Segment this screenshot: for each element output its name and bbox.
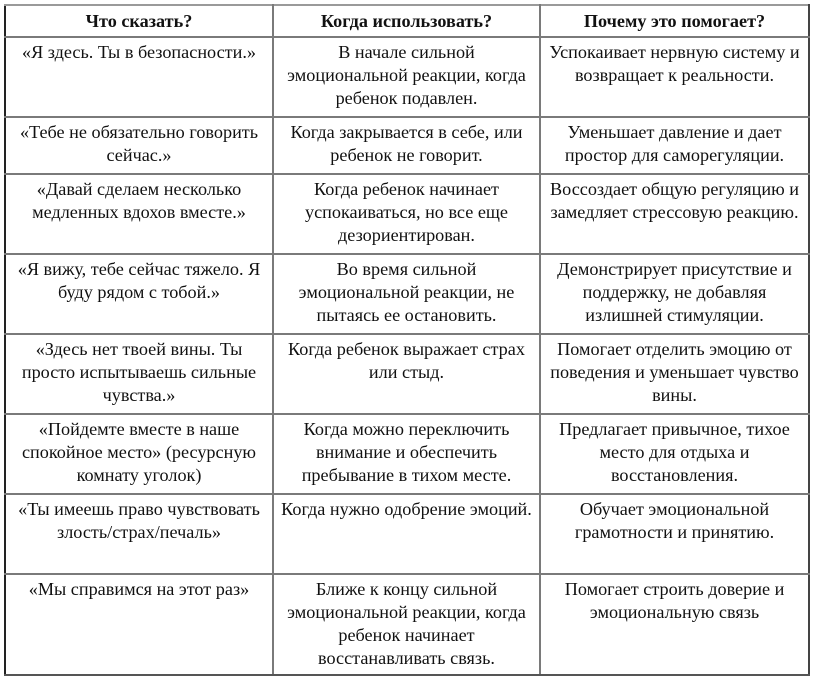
table-row [5,174,809,254]
table-row [5,37,809,117]
cell-phrase: «Здесь нет твоей вины. Ты просто испытываешь сильные чувства.» [5,334,273,414]
cell-phrase: «Я здесь. Ты в безопасности.» [5,37,273,117]
table-row [5,574,809,675]
table-header-row [5,5,809,37]
cell-phrase: «Мы справимся на этот раз» [5,574,273,675]
cell-why: Воссоздает общую регуляцию и замедляет стрессовую реакцию. [540,174,809,254]
table-row [5,414,809,494]
cell-when: Когда ребенок начинает успокаиваться, но все еще дезориентирован. [273,174,540,254]
cell-when: Когда закрывается в себе, или ребенок не говорит. [273,117,540,174]
cell-when: Когда нужно одобрение эмоций. [273,494,540,574]
cell-phrase: «Ты имеешь право чувствовать злость/страх/печаль» [5,494,273,574]
table-row [5,334,809,414]
cell-when: Когда можно переключить внимание и обеспечить пребывание в тихом месте. [273,414,540,494]
cell-why: Демонстрирует присутствие и поддержку, не добавляя излишней стимуляции. [540,254,809,334]
cell-why: Помогает строить доверие и эмоциональную связь [540,574,809,675]
header-why-it-helps: Почему это помогает? [540,5,809,37]
phrases-table [4,4,810,676]
table-row [5,254,809,334]
cell-why: Уменьшает давление и дает простор для саморегуляции. [540,117,809,174]
cell-phrase: «Давай сделаем несколько медленных вдохов вместе.» [5,174,273,254]
cell-when: Ближе к концу сильной эмоциональной реакции, когда ребенок начинает восстанавливать связь. [273,574,540,675]
header-when-to-use: Когда использовать? [273,5,540,37]
cell-why: Помогает отделить эмоцию от поведения и уменьшает чувство вины. [540,334,809,414]
cell-why: Предлагает привычное, тихое место для отдыха и восстановления. [540,414,809,494]
cell-phrase: «Тебе не обязательно говорить сейчас.» [5,117,273,174]
table-row [5,117,809,174]
cell-when: Когда ребенок выражает страх или стыд. [273,334,540,414]
cell-when: В начале сильной эмоциональной реакции, когда ребенок подавлен. [273,37,540,117]
header-what-to-say: Что сказать? [5,5,273,37]
cell-when: Во время сильной эмоциональной реакции, не пытаясь ее остановить. [273,254,540,334]
cell-why: Успокаивает нервную систему и возвращает к реальности. [540,37,809,117]
cell-phrase: «Пойдемте вместе в наше спокойное место» (ресурсную комнату уголок) [5,414,273,494]
cell-why: Обучает эмоциональной грамотности и принятию. [540,494,809,574]
table-row [5,494,809,574]
cell-phrase: «Я вижу, тебе сейчас тяжело. Я буду рядом с тобой.» [5,254,273,334]
